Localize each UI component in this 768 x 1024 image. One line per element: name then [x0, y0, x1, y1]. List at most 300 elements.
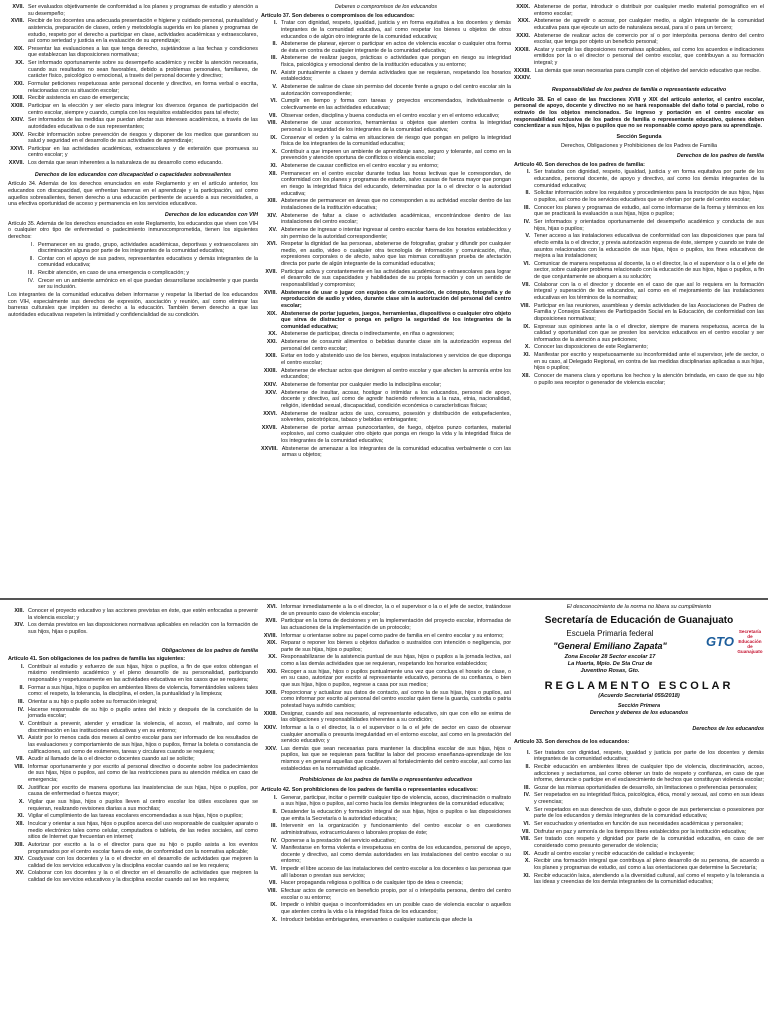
item-number: XIX. [266, 310, 277, 317]
item-text: Participar en las actividades académicas, extraescolares y de extensión que promueva su centro escolar; y [28, 145, 258, 159]
item-number: XVII. [12, 4, 24, 10]
list-item [261, 746, 511, 773]
item-number: XXIII. [263, 367, 277, 374]
item-text: Presentar las evaluaciones a las que tenga derecho, sujetándose a las fechas y condiciones que establezcan las disposiciones normativas; [28, 45, 258, 59]
article-34: Artículo 34. Además de los derechos enunciados en este Reglamento y en el artículo anterior, los educandos con discapacidad, que enfrentan barreras en el aprendizaje y la participación, así como aquellos sobresalientes, tienen derecho a una educación pertinente de acuerdo a sus necesidades, a una efectiva oportunidad de acceso y permanencia en los servicios educativos. [8, 181, 258, 208]
list-item [261, 149, 511, 162]
item-text: Conocer las disposiciones de este Reglamento; [534, 344, 648, 351]
item-number: VI. [523, 260, 530, 267]
list-item [8, 856, 258, 869]
list-item [8, 117, 258, 130]
seccion-primera: Sección Primera [617, 703, 661, 710]
list-item [8, 756, 258, 763]
item-text: Abstenerse de agredir o acosar, por cualquier medio, a algún integrante de la comunidad educativa para que ejecute un acto de naturaleza sexual, para sí o para un tercero; [534, 18, 764, 31]
item-number: III. [18, 699, 24, 706]
list-item [8, 622, 258, 635]
item-number: VIII. [267, 887, 277, 894]
list-item [514, 75, 764, 82]
item-text: Las demás que sean necesarias para mantener la disciplina escolar de sus hijas, hijos o pupilos, las que se requieran para facilitar la labor del proceso enseñanza-aprendizaje de los mismos y en general aquellas que coadyuven al fortalecimiento del centro escolar, así como las establecidas en la normatividad aplicable. [281, 745, 511, 772]
item-text: Participar en la elección y ser electo para integrar los diversos órganos de participación del centro escolar, siempre y cuando, cumpla con los requisitos establecidos para tal efecto; [28, 102, 258, 116]
list-item [514, 750, 764, 763]
article-38: Artículo 38. En el caso de las fracciones XVIII y XIX del artículo anterior, el centro escolar, personal de apoyo, docente y directivo no se hará responsable del daño total o parcial, robo o extravío de los objetos mencionados. Su ingreso y portación en el centro escolar es responsabilidad exclusiva de los padres de familia o representante educativo, quienes deben concientizar a sus hijos, hijas o pupilos que no se responsable como apoyo para su aprendizaje. [514, 96, 764, 130]
list-item [514, 18, 764, 31]
list-item [514, 785, 764, 792]
item-text: Hacerse responsable de su hijo o pupilo antes del inicio y después de la conclusión de la jornada escolar; [28, 706, 258, 720]
item-text: Generar, participar, incitar o permitir cualquier tipo de violencia, acoso, discriminación o maltrato a sus hijas, hijos o pupilos, así como hacia los demás integrantes de la comunidad educativa; [281, 794, 511, 808]
heading-discapacidad: Derechos de los educandos con discapacidad o capacidades sobresalientes [34, 171, 232, 178]
item-number: XXI. [13, 81, 24, 88]
list-item [8, 132, 258, 145]
item-number: XXII. [265, 353, 277, 360]
list-item [261, 446, 511, 459]
acuerdo-line: (Acuerdo Secretarial 055/2018) [598, 693, 680, 700]
item-number: VII. [521, 281, 530, 288]
item-text: Participar activa y constantemente en las actividades académicas o extraescolares para lograr el desarrollo de sus capacidades y habilidades de su propia formación y con un sentido de responsabilidad y compromiso; [281, 268, 511, 288]
article-35: Artículo 35. Además de los derechos enunciados en este Reglamento, los educandos que viven con VIH o cualquier otro tipo de enfermedad o padecimiento inmunocomprometida, tienen los siguientes derechos: [8, 220, 258, 240]
bottom-column-3 [514, 604, 764, 1024]
list-item [8, 81, 258, 94]
item-text: Las demás que sean necesarias para cumplir con el objetivo del servicio educativo que recibe. [534, 67, 761, 74]
list-item [261, 411, 511, 424]
item-number: XXVI. [10, 145, 24, 152]
item-number: X. [524, 858, 530, 865]
item-text: Abstenerse de realizar juegos, prácticas o actividades que pongan en riesgo su integridad física, psicológica y emocional dentro de la institución educativa y su entorno; [281, 55, 511, 69]
item-text: Abstenerse de faltar a clase o actividades académicas, encontrándose dentro de las instalaciones del centro escolar; [281, 212, 511, 226]
bottom-column-1 [8, 604, 258, 1024]
list-item [514, 792, 764, 805]
school-row [514, 629, 764, 675]
item-text: Abstenerse de usar accesorios, herramientas u objetos que atenten contra la integridad personal o la seguridad de los integrantes de la comunidad educativa; [281, 120, 511, 133]
item-number: XIII. [267, 198, 277, 205]
item-text: Recibir educación laica, atendiendo a la diversidad cultural, así como el respeto y la tolerancia a las ideas y creencias de los demás integrantes de la comunidad educativa; [534, 872, 764, 886]
list-item [261, 725, 511, 745]
item-number: XXIV. [263, 381, 277, 388]
item-number: III. [271, 55, 277, 62]
list-item [261, 390, 511, 410]
list-item [261, 213, 511, 226]
item-text: Recibir información sobre prevención de riesgos y disponer de los medios que garanticen su salud y seguridad en el desarrollo de sus actividades de aprendizaje; [28, 131, 258, 145]
item-number: XXXII. [514, 46, 530, 53]
item-text: Comunicar de manera respetuosa al docente, la o el director, la o el supervisor o la o el jefe de sector, sobre cualquier problema relacionado con la educación de sus hijos, hijas o pupilos, a fin de que conjuntamente se aboquen a su solución; [534, 260, 764, 281]
item-number: XXIV. [263, 724, 277, 731]
list-item [261, 311, 511, 331]
item-text: Contribuir al estudio y esfuerzo de sus hijas, hijos o pupilos, a fin de que estos obtengan el máximo rendimiento académico y el pleno desarrollo de su personalidad, participando responsable y respetuosamente en las actividades educativas en los casos que se requiera; [28, 663, 258, 684]
item-number: IV. [17, 706, 24, 713]
item-text: Conocer el proyecto educativo y las acciones previstas en éste, que estén enfocadas a prevenir la violencia escolar; y [28, 608, 258, 621]
list-item [261, 269, 511, 289]
item-text: Abstenerse de portar, introducir o distribuir por cualquier medio material pornográfico en el entorno escolar; [534, 4, 764, 17]
list-item [8, 685, 258, 698]
list-item [514, 858, 764, 871]
list-item [514, 764, 764, 784]
item-number: I. [274, 20, 277, 27]
item-number: XV. [15, 870, 24, 877]
heading-obligaciones: Obligaciones de los padres de familia [161, 647, 258, 654]
item-text: Abstenerse de usar o jugar con equipos de comunicación, de cómputo, fotografía y de reproducción de audio y video, durante clase sin la autorización del personal del centro escolar; [281, 289, 511, 309]
item-text: Ser tratados con dignidad, respeto, igualdad y justicia por parte de los docentes y demás integrantes de la comunidad educativa; [534, 749, 764, 763]
item-number: XIV. [14, 622, 24, 629]
item-number: X. [18, 799, 24, 806]
list-item [261, 339, 511, 352]
item-text: Acatar y cumplir las disposiciones normativas aplicables, así como los acuerdos e indicaciones emitidos por la o el director o personal del centro escolar, que contribuyan a su formación integral; y [534, 46, 764, 67]
heading-derechos-educandos: Derechos de los educandos [692, 726, 764, 733]
item-text: Orientar a su hijo o pupilo sobre su formación integral; [28, 699, 158, 706]
list-item [261, 633, 511, 640]
item-number: IX. [17, 784, 24, 791]
list-item [514, 205, 764, 218]
list-item [8, 18, 258, 45]
list-item [261, 795, 511, 808]
list-item [514, 282, 764, 302]
list-item [514, 233, 764, 260]
list-item [261, 171, 511, 198]
list-item [261, 41, 511, 54]
school-name: "General Emiliano Zapata" [553, 641, 667, 651]
item-text: Ser informado oportunamente sobre su desempeño académico y recibir la atención necesaria, cuando sus resultados no sean favorables, debido a problemas personales, familiares, de carácter físico, psicológico o emocional, a través del personal docente y directivo; [28, 60, 258, 80]
item-text: Contribuir a prevenir, atender y erradicar la violencia, el acoso, el maltrato, así como la discriminación en las instituciones educativas y en su entorno; [28, 720, 258, 734]
item-text: Conocer los planes y programas de estudio, así como informarse de la forma y términos en los que se practicará la evaluación a sus hijas, hijos o pupilos; [534, 204, 764, 218]
item-text: Impedir o inhibir quejas o inconformidades en un posible caso de violencia escolar o aquellos que atenten contra la vida o la integridad física de los educandos; [281, 902, 511, 915]
item-text: Introducir bebidas embriagantes, enervantes o cualquier sustancia que afecte la [281, 916, 473, 923]
list-item [261, 120, 511, 133]
list-item [514, 807, 764, 820]
disclaimer: El desconocimiento de la norma no libera su cumplimiento [566, 604, 712, 610]
list-item [8, 242, 258, 255]
list-item [514, 47, 764, 67]
item-number: VII. [268, 112, 277, 119]
list-item [8, 664, 258, 684]
item-number: X. [271, 916, 277, 923]
list-item [261, 163, 511, 170]
item-number: V. [19, 720, 24, 727]
seccion-primera-title: Derechos y deberes de los educandos [589, 709, 689, 716]
list-item [261, 425, 511, 445]
address-line: La Huerta, Mpio. De Sta Cruz de [567, 660, 653, 667]
list-item [514, 836, 764, 849]
list-item [8, 764, 258, 784]
list-item [261, 838, 511, 845]
item-text: Conocer de manera clara y oportuna los hechos y la atención brindada, en caso de que su hijo o pupilo sea receptor o generador de violencia escolar; [534, 373, 764, 386]
list-item [514, 344, 764, 351]
list-item [514, 352, 764, 372]
item-number: XXI. [266, 668, 277, 675]
item-number: XVIII. [263, 289, 277, 296]
list-item [8, 699, 258, 706]
item-number: VIII. [520, 302, 530, 309]
item-text: Ser informados de las medidas que puedan afectar sus intereses académicos, a través de las autoridades educativas o de sus representantes; [28, 117, 258, 130]
list-item [261, 690, 511, 710]
list-item [514, 829, 764, 836]
list-item [8, 278, 258, 291]
list-item [261, 809, 511, 822]
list-item [514, 324, 764, 344]
item-text: Coadyuvar con los docentes y la o el director en el desarrollo de actividades que mejoren la calidad de los servicios educativos y la disciplina escolar cuando así se les requiera; [28, 856, 258, 869]
list-item [261, 331, 511, 338]
item-text: Colaborar con la o el director y docente en el caso de que así lo requiera en la formación integral y superación de los educandos, así como en el mejoramiento de las instalaciones educativas en los términos de la normativa; [534, 281, 764, 301]
item-text: Abstenerse de participar, directa o indirectamente, en rifas o agresiones; [281, 331, 455, 338]
escuela-label: Escuela Primaria federal [566, 629, 654, 639]
item-text: Solicitar información sobre los requisitos y procedimientos para la inscripción de sus hijos, hijas o pupilos, así como de los servicios educativos que se ofertan por parte del centro escolar; [534, 190, 764, 204]
item-number: VIII. [520, 836, 530, 843]
list-item [261, 20, 511, 40]
item-number: IX. [523, 850, 530, 857]
item-text: Ser tratado con respeto y dignidad por parte de la comunidad educativa, en caso de ser considerado como presunto generador de violencia; [534, 836, 764, 849]
item-number: XXVII. [8, 160, 24, 167]
item-number: XX. [268, 331, 277, 338]
title-block [514, 604, 764, 716]
item-number: VI. [17, 735, 24, 742]
bottom-column-2 [261, 604, 511, 1024]
heading-deberes: Deberes o compromisos de los educandos [334, 4, 438, 10]
item-text: Crecer en un ambiente armónico en el que puedan desarrollarse socialmente y que pueda ser su inclusión. [38, 277, 258, 291]
item-text: Abstenerse de realizar actos de uso, consumo, posesión y distribución de estupefacientes, solventes, psicotrópicos, tabaco y bebidas embriagantes; [281, 410, 511, 424]
item-text: Abstenerse de ingresar o intentar ingresar al centro escolar fuera de los horarios establecidos y sin permiso de la autoridad correspondiente; [281, 226, 511, 240]
item-number: XXIX. [516, 4, 530, 10]
item-number: XX. [268, 654, 277, 661]
item-text: Desatender la educación y formación integral de sus hijas, hijos o pupilos o las disposiciones que emita la Secretaría o la autoridad educativa; [281, 808, 511, 822]
heading-prohibiciones: Prohibiciones de los padres de familia o representantes educativos [299, 777, 473, 784]
item-number: VIII. [14, 763, 24, 770]
item-number: I. [527, 749, 530, 756]
list-item [8, 842, 258, 855]
item-number: XII. [15, 820, 24, 827]
list-item [261, 368, 511, 381]
item-number: IX. [270, 902, 277, 909]
list-item [261, 604, 511, 617]
list-item [514, 873, 764, 886]
item-number: VI. [270, 98, 277, 105]
list-item [514, 261, 764, 281]
item-text: Responsabilizarse de la asistencia puntual de sus hijas, hijos o pupilos a la jornada lectiva, así como a las demás actividades que se requieran, respetando los horarios establecidos; [281, 654, 511, 668]
item-number: XXXIV. [514, 75, 531, 82]
secretaria-title: Secretaría de Educación de Guanajuato [544, 614, 734, 626]
zona-line: Zona Escolar 28 Sector escolar 17 [564, 654, 656, 661]
item-text: Informar inmediatamente a la o el director, la o el supervisor o la o el jefe de sector, tratándose de un presunto caso de violencia escolar; [281, 604, 511, 617]
item-text: Vigilar que sus hijas, hijos o pupilos lleven al centro escolar los útiles escolares que se requieran, realizando revisiones diarias a sus mochilas; [28, 799, 258, 812]
article-41-lead: Artículo 41. Son obligaciones de los padres de familia las siguientes: [8, 656, 186, 663]
item-text: Colaborar con los docentes y la o el director en el desarrollo de actividades que mejoren la calidad de los servicios educativos y la disciplina escolar cuando así se les requiera; [28, 870, 258, 884]
list-item [514, 4, 764, 17]
item-text: Informar u orientarse sobre su papel como padre de familia en el centro escolar y su entorno; [281, 632, 504, 639]
item-number: XII. [521, 373, 530, 380]
list-item [8, 46, 258, 59]
item-text: Acudir al llamado de la o el director o docentes cuando así se solicite; [28, 756, 195, 763]
item-number: XXII. [265, 689, 277, 696]
list-item [261, 98, 511, 111]
item-number: V. [272, 845, 277, 852]
list-item [514, 851, 764, 858]
list-item [261, 917, 511, 924]
list-item [8, 60, 258, 80]
item-text: Los demás previstos en las disposiciones normativas aplicables en relación con la formación de sus hijos, hijas o pupilos. [28, 622, 258, 635]
item-number: XVIII. [263, 632, 277, 639]
list-item [8, 707, 258, 720]
logo-gto-text: GTO [706, 633, 734, 649]
item-text: Contribuir a que imperen un ambiente de aprendizaje sano, seguro y tolerante, así como en la prevención y atención oportuna de conflictos o violencia escolar; [281, 148, 511, 162]
item-number: XXVI. [263, 410, 277, 417]
list-item [514, 190, 764, 203]
reglamento-title: REGLAMENTO ESCOLAR [544, 679, 734, 692]
article-33-lead: Artículo 33. Son derechos de los educandos: [514, 739, 630, 745]
item-text: Autorizar por escrito a la o el director para que su hijo o pupilo asista a los eventos programados por el centro escolar fuera de este, de conformidad con la normativa aplicable; [28, 841, 258, 855]
item-number: XXV. [265, 389, 277, 396]
item-text: Expresar sus opiniones ante la o el director, siempre de manera respetuosa, acerca de la calidad y oportunidad con que se presten los servicios educativos en el centro escolar y ser informados de la atención a sus peticiones; [534, 323, 764, 343]
item-number: VI. [523, 821, 530, 828]
list-item [514, 68, 764, 75]
list-item [261, 290, 511, 310]
item-text: Asistir puntualmente a clases y demás actividades que se requieran, respetando los horarios establecidos; [281, 69, 511, 83]
item-text: Inculcar y orientar a sus hijas, hijos o pupilos acerca del uso responsable de cualquier aparato o medio electrónico tales como celular, computadora o tableta, de las redes sociales, así como sitios de Internet que frecuentan en internet; [28, 820, 258, 841]
item-text: Proporcionar y actualizar sus datos de contacto, así como la de sus hijas, hijos o pupilos, así como informar por escrito al personal del centro escolar quien tiene la guarda, custodia o patria potestad haya sufrido cambios; [281, 689, 511, 709]
item-text: Ser respetados en su integridad física, psicológica, ética, moral y sexual, así como en sus ideas y creencias; [534, 792, 764, 806]
item-text: Ser informados y orientados oportunamente del desempeño académico y conducta de sus hijos, hijas o pupilos; [534, 218, 764, 232]
list-item [8, 4, 258, 17]
list-item [261, 711, 511, 724]
item-number: III. [271, 823, 277, 830]
item-number: II. [272, 41, 277, 48]
item-number: XXIII. [263, 710, 277, 717]
list-item [261, 113, 511, 120]
item-text: Ser evaluados objetivamente de conformidad a los planes y programas de estudio y atención a su desempeño; [28, 4, 258, 17]
item-text: Cumplir en tiempo y forma con tareas y proyectos encomendados, individualmente o colectivamente en las actividades educativas; [281, 98, 511, 111]
item-text: Formular peticiones respetuosas ante personal docente y directivo, en forma verbal o escrita, relacionadas con su situación escolar; [28, 81, 258, 94]
item-text: Formar a sus hijas, hijos o pupilos en ambientes libres de violencia, fomentándoles valores tales como: el respeto, la tolerancia, la disciplina, el orden, la puntualidad y la limpieza; [28, 684, 258, 698]
item-text: Recibir una formación integral que contribuya al pleno desarrollo de su persona, de acuerdo a los planes y programas de estudio, así como a las orientaciones que determine la Secretaría; [534, 858, 764, 871]
item-number: XXV. [265, 745, 277, 752]
item-text: Oponerse a la prestación del servicio educativo; [281, 837, 396, 844]
heading-responsabilidad: Responsabilidad de los padres de familia o representante educativo [551, 87, 727, 94]
list-item [514, 219, 764, 232]
item-text: Observar orden, disciplina y buena conducta en el centro escolar y en el entorno educativo; [281, 112, 500, 119]
list-item [261, 880, 511, 887]
list-item [261, 55, 511, 68]
item-text: Evitar en todo y abstenido uso de los bienes, equipos instalaciones y servicios de que disponga el centro escolar; [281, 353, 511, 367]
item-number: IV. [270, 837, 277, 844]
list-item [8, 821, 258, 841]
item-text: Tratar con dignidad, respeto, igualdad, justicia y en forma equitativa a los docentes y demás integrantes de la comunidad educativa, así como respetar los bienes u objetos de otros educandos o de algún otro integrante de la comunidad educativa; [281, 20, 511, 40]
list-item [514, 33, 764, 46]
item-text: Disfrutar en paz y armonía de los tiempos libres establecidos por la institución educativa; [534, 828, 747, 835]
list-item [261, 669, 511, 689]
list-item [8, 270, 258, 277]
item-text: Acudir al centro escolar y recibir educación de calidad e incluyente; [534, 850, 695, 857]
item-text: Ser tratados con dignidad, respeto, igualdad, justicia y en forma equitativa por parte de los educandos, personal docente, de apoyo y directivo, así como los demás integrantes de la comunidad educativa; [534, 169, 764, 189]
item-number: XI. [523, 352, 530, 359]
list-item [8, 103, 258, 116]
item-number: XI. [270, 163, 277, 170]
list-item [8, 785, 258, 798]
list-item [261, 353, 511, 366]
item-number: XXII. [12, 95, 24, 102]
item-number: VIII. [267, 120, 277, 127]
item-text: Permanecer en el centro escolar durante todas las horas lectivas que le correspondan, de conformidad con los planes y programas de estudio, salvo causas de fuerza mayor que pongan en riesgo la integridad física del educando, determinadas por la o el director o la autoridad educativa; [281, 170, 511, 197]
item-number: XX. [15, 60, 24, 67]
list-item [8, 870, 258, 883]
item-number: XI. [523, 872, 530, 879]
item-text: Abstenerse de amenazar a los integrantes de la comunidad educativa verbalmente o con las armas u objetos; [281, 445, 511, 459]
item-text: Abstenerse de consumir alimentos o bebidas durante clase sin la autorización expresa del personal del centro escolar; [281, 339, 511, 352]
item-number: II. [29, 255, 34, 262]
item-number: XVII. [265, 618, 277, 625]
list-item [514, 169, 764, 189]
item-number: XIII. [14, 841, 24, 848]
school-info [514, 629, 706, 675]
item-text: Manifestar por escrito y respetuosamente su inconformidad ante el supervisor, jefe de sector, o en su caso, al Delegado Regional, en contra de las medidas disciplinarias aplicadas a sus hijas, hijos o pupilos; [534, 352, 764, 372]
item-text: Designar, cuando así sea necesario, al representante educativo, sin que con ello se exima de las obligaciones y responsabilidades inherentes a su condición; [281, 710, 511, 724]
heading-derechos-padres: Derechos de los padres de familia [676, 153, 764, 160]
item-text: Recibir asistencia en caso de emergencia; [28, 95, 130, 102]
item-text: Asistir por lo menos cada dos meses al centro escolar para ser informado de los resultados de las evaluaciones y comportamiento de sus hijas, hijos o pupilos, firmar la boleta o constancia de calificaciones, así como de exámenes, tareas y circulares cuando se requiera; [28, 735, 258, 755]
item-number: X. [271, 148, 277, 155]
item-number: XV. [268, 226, 277, 233]
item-number: II. [19, 684, 24, 691]
list-item [261, 70, 511, 83]
list-item [8, 813, 258, 820]
article-42-lead: Artículo 42. Son prohibiciones de los padres de familia o representantes educativos: [261, 787, 478, 794]
top-column-2 [261, 4, 511, 596]
item-text: Informar a la o el director, la o el supervisor o la o el jefe de sector en caso de observar cualquier anomalía o presunta irregularidad en el entorno escolar, así como en la prestación del servicio educativo; y [281, 724, 511, 745]
list-item [261, 241, 511, 268]
list-item [261, 888, 511, 901]
item-number: II. [525, 190, 530, 197]
city-line: Juventino Rosas, Gto. [580, 667, 640, 674]
list-item [261, 84, 511, 97]
item-number: XIV. [14, 856, 24, 863]
item-number: XXIII. [10, 102, 24, 109]
item-number: V. [525, 806, 530, 813]
list-item [261, 845, 511, 865]
item-number: XXX. [517, 18, 530, 25]
item-number: I. [527, 169, 530, 176]
list-item [8, 799, 258, 812]
item-text: Abstenerse de portar juguetes, juegos, herramientas, dispositivos o cualquier otro objeto que sirva de distractor o ponga en peligro la seguridad de los integrantes de la comunidad educativa; [281, 310, 511, 330]
item-number: XII. [268, 170, 277, 177]
item-text: Abstenerse de insultar, acosar, hostigar o intimidar a los educandos, personal de apoyo, docente y directivo, así como de agredir haciendo referencia a la raza, etnia, nacionalidad, religión, identidad sexual, discapacidad, condición económica o características físicas; [281, 389, 511, 409]
item-number: XIX. [266, 640, 277, 647]
list-item [261, 618, 511, 631]
item-number: XVI. [266, 604, 277, 610]
item-text: Impedir el libre acceso de las instalaciones del centro escolar a los docentes o las personas que allí laboran o prestan sus servicios; [281, 866, 511, 879]
list-item [8, 256, 258, 269]
list-item [514, 303, 764, 323]
item-number: XVIII. [10, 18, 24, 25]
item-number: III. [524, 784, 530, 791]
list-item [261, 198, 511, 211]
item-number: VII. [15, 756, 24, 763]
list-item [8, 721, 258, 734]
item-number: II. [272, 808, 277, 815]
list-item [261, 902, 511, 915]
item-text: Abstenerse de efectuar actos que denigren al centro escolar y que afecten la armonía entre los educandos; [281, 367, 511, 381]
item-number: XXIV. [10, 117, 24, 124]
article-37-lead: Artículo 37. Son deberes o compromisos de los educandos: [261, 12, 415, 19]
item-number: XVI. [266, 241, 277, 248]
item-text: Manifestarse en forma violenta e irrespetuosa en contra de los educandos, personal de apoyo, docente y directivo, así como demás autoridades en las instalaciones del centro escolar o su entorno; [281, 845, 511, 865]
item-number: VII. [268, 880, 277, 887]
list-item [261, 382, 511, 389]
item-number: XXXI. [516, 32, 530, 39]
item-number: III. [524, 204, 530, 211]
item-text: Abstenerse de realizar actos de comercio por sí o por interpósita persona dentro del centro escolar, que tenga por objeto un beneficio personal; [534, 32, 764, 46]
list-item [261, 654, 511, 667]
section-segunda-title: Derechos, Obligaciones y Prohibiciones de los Padres de Familia [560, 142, 718, 149]
item-number: I. [21, 663, 24, 670]
item-number: XI. [17, 813, 24, 820]
item-text: Intervenir en la organización y funcionamiento del centro escolar o en cuestiones administrativas, extracurriculares o laborales propias de éste; [281, 823, 511, 836]
item-text: Permanecer en su grado, grupo, actividades académicas, deportivas y extraescolares sin discriminación alguna por parte de los integrantes de la comunidad educativa; [38, 241, 258, 255]
item-number: XIX. [13, 45, 24, 52]
item-number: XXV. [12, 131, 24, 138]
